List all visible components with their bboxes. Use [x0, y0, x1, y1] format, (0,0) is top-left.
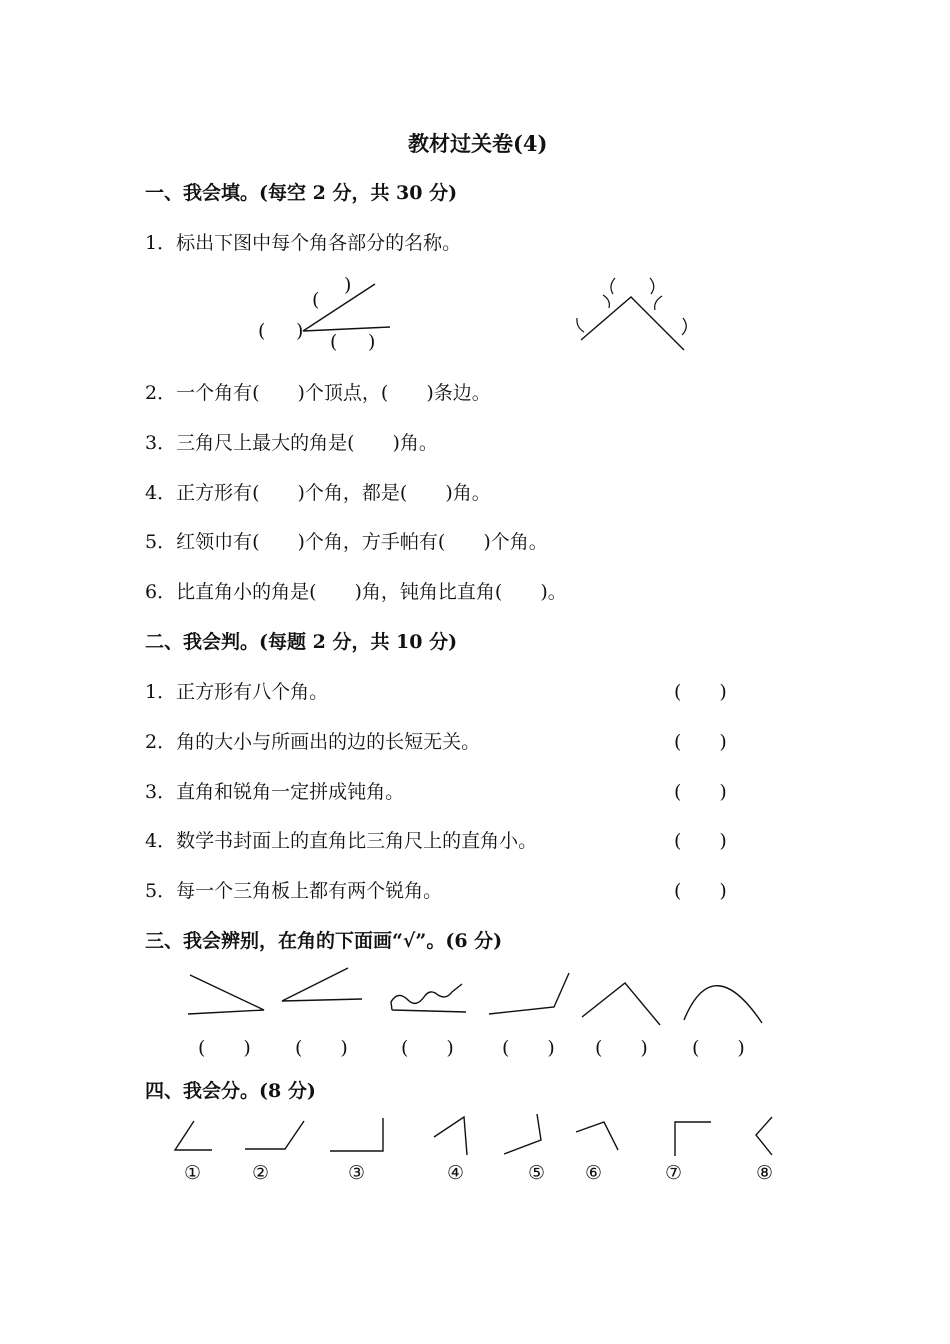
page-title: 教材过关卷(4) [408, 131, 548, 156]
identify-answer-blank[interactable]: ( ) [692, 1037, 745, 1059]
judge-item: 4．数学书封面上的直角比三角尺上的直角小。 [145, 830, 538, 852]
blank-right-paren: ) [368, 331, 376, 353]
blank-right-paren: ) [344, 274, 352, 296]
classify-label-7: ⑦ [665, 1162, 683, 1184]
judge-item: 3．直角和锐角一定拼成钝角。 [145, 781, 405, 803]
question-1-1: 1．标出下图中每个角各部分的名称。 [145, 232, 462, 254]
angle-7 [675, 1122, 711, 1156]
judge-answer-blank[interactable]: ( ) [674, 880, 727, 902]
judge-answer-blank[interactable]: ( ) [674, 830, 727, 852]
classify-label-4: ④ [447, 1162, 465, 1184]
classify-label-8: ⑧ [756, 1162, 774, 1184]
blank-left-paren: ( [258, 320, 266, 342]
classify-label-1: ① [184, 1162, 202, 1184]
judge-item: 5．每一个三角板上都有两个锐角。 [145, 880, 443, 902]
blank-left-paren: ( [330, 331, 338, 353]
blank-left-paren: ( [312, 289, 320, 311]
angle-1 [175, 1121, 212, 1150]
judge-answer-blank[interactable]: ( ) [674, 781, 727, 803]
angle-5 [504, 1114, 541, 1154]
question-1-3: 3．三角尺上最大的角是( )角。 [145, 432, 438, 454]
angle-6 [576, 1122, 618, 1150]
angle-4 [434, 1117, 467, 1155]
judge-item: 2．角的大小与所画出的边的长短无关。 [145, 731, 481, 753]
judge-item: 1．正方形有八个角。 [145, 681, 329, 703]
identify-answer-blank[interactable]: ( ) [595, 1037, 648, 1059]
angle-8 [756, 1117, 772, 1155]
classify-label-3: ③ [348, 1162, 366, 1184]
identify-answer-blank[interactable]: ( ) [401, 1037, 454, 1059]
section3-heading: 三、我会辨别，在角的下面画“√”。(6 分) [145, 930, 503, 952]
section1-heading: 一、我会填。(每空 2 分，共 30 分) [145, 182, 458, 204]
identify-answer-blank[interactable]: ( ) [198, 1037, 251, 1059]
judge-answer-blank[interactable]: ( ) [674, 731, 727, 753]
question-1-2: 2．一个角有( )个顶点，( )条边。 [145, 382, 491, 404]
classify-label-6: ⑥ [585, 1162, 603, 1184]
judge-answer-blank[interactable]: ( ) [674, 681, 727, 703]
section4-heading: 四、我会分。(8 分) [145, 1080, 316, 1102]
question-1-6: 6．比直角小的角是( )角，钝角比直角( )。 [145, 581, 567, 603]
question-1-5: 5．红领巾有( )个角，方手帕有( )个角。 [145, 531, 548, 553]
classify-label-5: ⑤ [528, 1162, 546, 1184]
identify-answer-blank[interactable]: ( ) [502, 1037, 555, 1059]
question-1-4: 4．正方形有( )个角，都是( )角。 [145, 482, 491, 504]
classify-label-2: ② [252, 1162, 270, 1184]
identify-answer-blank[interactable]: ( ) [295, 1037, 348, 1059]
blank-right-paren: ) [296, 320, 304, 342]
section2-heading: 二、我会判。(每题 2 分，共 10 分) [145, 631, 458, 653]
angle-3 [330, 1118, 383, 1151]
angle-2 [245, 1121, 304, 1149]
